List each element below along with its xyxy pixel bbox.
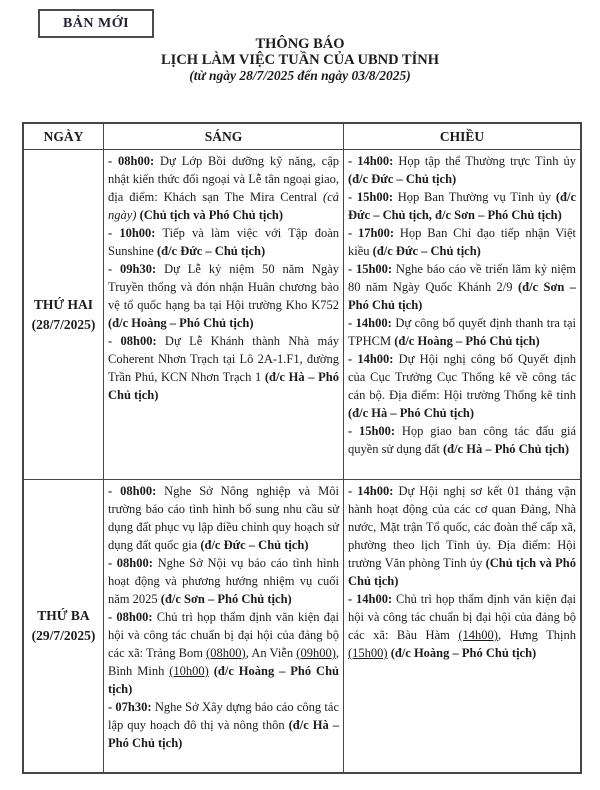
schedule-text-segment: Chủ trì họp thẩm định văn kiện đại hội và công tác chuẩn bị đại hội của đảng bộ các xã: Trảng Bom (108, 610, 339, 660)
day-date: (29/7/2025) (31, 628, 96, 643)
document-title: THÔNG BÁO (255, 36, 345, 52)
schedule-text-segment: - 10h00: (108, 226, 156, 240)
schedule-text-segment: - 15h00: (348, 424, 396, 438)
day-cell (24, 149, 103, 479)
schedule-text-segment: (15h00) (348, 646, 388, 660)
table-header-row (24, 124, 580, 149)
schedule-text-segment: - 08h00: (108, 610, 153, 624)
schedule-text-segment: (10h00) (169, 664, 209, 678)
schedule-text-segment: (đ/c Hà – Phó Chủ tịch) (348, 406, 475, 420)
schedule-text-segment: Dự Lễ Khánh thành Nhà máy Coherent Nhơn Trạch tại Lô 2A-1.F1, đường Trần Phú, KCN Nhơn Trạch 1 (108, 334, 339, 384)
schedule-text-segment: (đ/c Đức – Chủ tịch) (348, 172, 457, 186)
day-date: (28/7/2025) (31, 316, 96, 332)
schedule-text-segment: Dự Hội nghị sơ kết 01 tháng vận hành hoạt động của các cơ quan Đảng, Nhà nước, Mặt trận Tổ quốc, các đoàn thể cấp xã, phường theo lịch Tỉnh ủy. Địa điểm: Hội trường Văn phòng Tỉnh ủy (348, 484, 576, 570)
schedule-text-segment: Họp Ban Thường vụ Tỉnh ủy (393, 190, 556, 204)
schedule-text-segment: - 07h30: (108, 700, 152, 714)
schedule-text-segment: , An Viễn (245, 646, 297, 660)
schedule-item (348, 188, 576, 224)
date-range: (từ ngày 28/7/2025 đến ngày 03/8/2025) (189, 68, 411, 83)
schedule-item (348, 482, 576, 590)
new-version-badge (38, 9, 154, 38)
schedule-text-segment: (đ/c Hà – Phó Chủ tịch) (108, 370, 339, 402)
schedule-text-segment: Họp giao ban công tác đấu giá quyền sử dụng đất (348, 424, 576, 456)
schedule-table (22, 122, 582, 774)
schedule-text-segment: Chủ trì họp thẩm định văn kiện đại hội và công tác chuẩn bị đại hội của đảng bộ các xã: Bàu Hàm (348, 592, 576, 642)
day-cell (24, 479, 103, 772)
schedule-text-segment: (đ/c Hà – Phó Chủ tịch) (108, 718, 339, 750)
schedule-text-segment: (đ/c Đức – Chủ tịch) (372, 244, 481, 258)
table-row (24, 479, 580, 772)
schedule-text-segment: (đ/c Hà – Phó Chủ tịch) (442, 442, 570, 456)
schedule-text-segment: Nghe Sở Xây dựng báo cáo công tác lập quy hoạch đô thị và nông thôn (108, 700, 340, 732)
schedule-item (348, 590, 576, 662)
schedule-text-segment: - 08h00: (108, 334, 157, 348)
schedule-item (348, 224, 576, 260)
schedule-text-segment: Tiếp và làm việc với Tập đoàn Sunshine (108, 226, 339, 258)
schedule-text-segment: Nghe Sở Nội vụ báo cáo tình hình hoạt động và phương hướng nhiệm vụ cuối năm 2025 (108, 556, 339, 606)
schedule-text-segment: (08h00) (206, 646, 246, 660)
schedule-text-segment: (đ/c Hoàng – Phó Chủ tịch) (390, 646, 537, 660)
schedule-text-segment: - 14h00: (348, 316, 392, 330)
schedule-item (348, 422, 576, 458)
schedule-text-segment: - 14h00: (348, 352, 394, 366)
schedule-item (108, 224, 339, 260)
schedule-text-segment: - 15h00: (348, 262, 393, 276)
schedule-text-segment: (đ/c Đức – Chủ tịch) (200, 538, 309, 552)
day-label: THỨ HAI (33, 296, 94, 312)
schedule-text-segment: Dự Lớp Bồi dưỡng kỹ năng, cập nhật kiến thức đối ngoại và Lễ tân ngoại giao, địa điểm: Khách sạn The Mira Central (108, 154, 340, 204)
schedule-text-segment: - 08h00: (108, 484, 157, 498)
table-row (24, 149, 580, 479)
schedule-text-segment: Dự Hội nghị công bố Quyết định của Cục Trưởng Cục Thống kê về công tác cán bộ. Địa điểm: Hội trường Thống kê tỉnh (348, 352, 576, 402)
schedule-text-segment: - 14h00: (348, 592, 393, 606)
schedule-text-segment: - 14h00: (348, 154, 394, 168)
schedule-item (348, 314, 576, 350)
schedule-item (108, 608, 339, 698)
morning-cell (103, 149, 343, 479)
table-body (24, 149, 580, 772)
schedule-text-segment: - 15h00: (348, 190, 394, 204)
schedule-item (108, 260, 339, 332)
afternoon-cell (343, 149, 580, 479)
schedule-item (108, 152, 339, 224)
schedule-item (348, 260, 576, 314)
schedule-item (108, 482, 339, 554)
schedule-text-segment: (09h00) (296, 646, 336, 660)
new-version-badge-label: BẢN MỚI (62, 15, 130, 31)
schedule-text-segment: Nghe báo cáo về triển lãm kỷ niệm 80 năm Ngày Quốc Khánh 2/9 (348, 262, 576, 294)
schedule-text-segment: Dự Lễ kỷ niệm 50 năm Ngày Truyền thống và đón nhận Huân chương bảo vệ tổ quốc hạng ba tại Hội trường Kho K752 (108, 262, 339, 312)
schedule-text-segment: (đ/c Hoàng – Phó Chủ tịch) (394, 334, 540, 348)
schedule-text-segment: , Hưng Thịnh (497, 628, 576, 642)
schedule-text-segment: (Chủ tịch và Phó Chủ tịch) (348, 556, 576, 588)
schedule-text-segment: Họp Ban Chỉ đạo tiếp nhận Việt kiều (348, 226, 576, 258)
schedule-text-segment: Dự công bố quyết định thanh tra tại TPHCM (348, 316, 576, 348)
schedule-text-segment: Họp tập thể Thường trực Tỉnh ủy (393, 154, 576, 168)
schedule-text-segment: (đ/c Đức – Chủ tịch) (156, 244, 266, 258)
document-subtitle: LỊCH LÀM VIỆC TUẦN CỦA UBND TỈNH (161, 51, 439, 68)
schedule-text-segment: (đ/c Hoàng – Phó Chủ tịch) (108, 664, 339, 696)
schedule-text-segment: (14h00) (458, 628, 498, 642)
schedule-text-segment: - 08h00: (108, 154, 155, 168)
schedule-item (348, 152, 576, 188)
schedule-item (108, 332, 339, 404)
title-block (0, 37, 600, 84)
schedule-text-segment: - 08h00: (108, 556, 153, 570)
schedule-text-segment: Nghe Sở Nông nghiệp và Môi trường báo cáo tình hình bổ sung nhu cầu sử dụng đất phục vụ lập điều chỉnh quy hoạch sử dụng đất quốc gia (108, 484, 339, 552)
schedule-text-segment: (đ/c Sơn – Phó Chủ tịch) (348, 280, 576, 312)
morning-cell (103, 479, 343, 772)
schedule-item (108, 698, 339, 752)
schedule-item (348, 350, 576, 422)
schedule-text-segment: - 17h00: (348, 226, 395, 240)
schedule-text-segment: - 14h00: (348, 484, 394, 498)
header-day: NGÀY (43, 128, 84, 144)
afternoon-cell (343, 479, 580, 772)
schedule-text-segment: - 09h30: (108, 262, 157, 276)
header-morning: SÁNG (103, 124, 343, 149)
schedule-item (108, 554, 339, 608)
header-afternoon: CHIỀU (343, 124, 580, 149)
schedule-text-segment: (đ/c Đức – Chủ tịch, đ/c Sơn – Phó Chủ tịch) (348, 190, 576, 222)
schedule-text-segment: , Bình Minh (108, 646, 339, 678)
schedule-text-segment: (cả ngày) (108, 190, 339, 222)
schedule-text-segment: (đ/c Sơn – Phó Chủ tịch) (160, 592, 292, 606)
day-label: THỨ BA (37, 608, 90, 623)
schedule-text-segment: (Chủ tịch và Phó Chủ tịch) (139, 208, 284, 222)
schedule-text-segment: (đ/c Hoàng – Phó Chủ tịch) (108, 316, 254, 330)
